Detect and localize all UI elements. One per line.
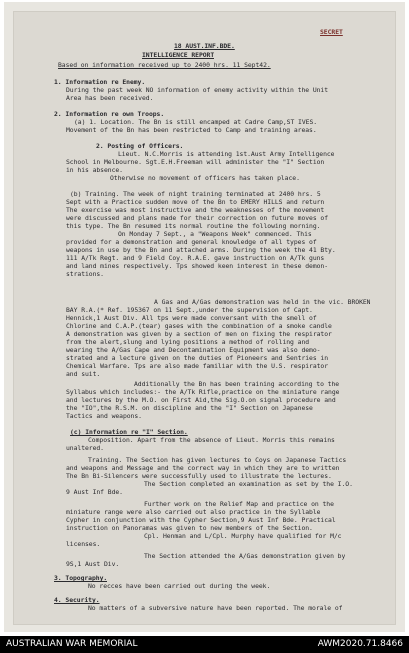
body-line: No recces have been carried out during the week. <box>88 582 271 590</box>
body-line: During the past week NO information of enemy activity within the Unit <box>66 86 329 94</box>
body-line: and land mines respectively. Tps showed keen interest in these demon- <box>66 262 329 270</box>
body-line: this type. The Bn resumed its normal routine the following morning. <box>66 222 321 230</box>
body-line: Movement of the Bn has been restricted to Camp and training areas. <box>66 126 317 134</box>
body-line: from the alert,slung and lying positions a method of rolling and <box>66 338 310 346</box>
section-heading: 1. Information re Enemy. <box>54 78 146 86</box>
body-line: licenses. <box>66 540 101 548</box>
body-line: and suit. <box>66 370 101 378</box>
body-line: Lieut. N.C.Morris is attending 1st.Aust Army Intelligence <box>118 150 335 158</box>
body-line: The Section attended the A/Gas demonstration given by <box>144 552 346 560</box>
body-line: Otherwise no movement of officers has taken place. <box>110 174 300 182</box>
body-line: The exercise was most instructive and the weaknesses of the movement <box>66 206 325 214</box>
body-line: Training. The Section has given lectures to Coys on Japanese Tactics <box>88 456 347 464</box>
body-line: BAY R.A.(* Ref. 195367 on 11 Sept.,under the supervision of Capt. <box>66 306 313 314</box>
body-line: 9S,1 Aust Div. <box>66 560 120 568</box>
body-line: Hennick,1 Aust Div. All tps were made conversant with the smell of <box>66 314 317 322</box>
unit-heading: 18 AUST.INF.BDE. <box>174 42 235 50</box>
body-line: Syllabus which includes:- the A/Tk Rifle,practice on the miniature range <box>66 388 340 396</box>
body-line: Sept with a Practice sudden move of the Bn to EMERY HILLS and return <box>66 198 325 206</box>
body-line: unaltered. <box>66 444 104 452</box>
body-line: The Bn Bi-Silencers were successfully used to illustrate the lectures. <box>66 472 332 480</box>
accession-number: AWM2020.71.8466 <box>317 639 403 649</box>
body-line: Additionally the Bn has been training according to the <box>134 380 340 388</box>
body-line: instruction on Panoramas was given to new members of the Section. <box>66 524 313 532</box>
body-line: Composition. Apart from the absence of Lieut. Morris this remains <box>88 436 335 444</box>
body-line: weapons in use by the Bn and attached arms. During the week the 41 Bty. <box>66 246 336 254</box>
body-line: A Gas and A/Gas demonstration was held in the vic. BROKEN <box>154 298 371 306</box>
subsection-heading: 2. Posting of Officers. <box>96 142 184 150</box>
body-line: Tactics and weapons. <box>66 412 142 420</box>
body-line: in his absence. <box>66 166 123 174</box>
body-line: Chlorine and C.A.P.(tear) gases with the combination of a smoke candle <box>66 322 332 330</box>
classification-stamp: SECRET <box>320 28 343 36</box>
body-line: The Section completed an examination as set by the I.O. <box>144 480 353 488</box>
section-heading: 4. Security. <box>54 596 100 604</box>
body-line: wearing the A/Gas Cape and Decontamination Equipment was also demo- <box>66 346 321 354</box>
body-line: School in Melbourne. Sgt.E.H.Freeman will administer the "I" Section <box>66 158 325 166</box>
body-line: and weapons and Message and the correct way in which they are to written <box>66 464 340 472</box>
body-line: 9 Aust Inf Bde. <box>66 488 123 496</box>
body-line: the "IO",the R.S.M. on discipline and the "I" Section on Japanese <box>66 404 313 412</box>
body-line: Area has been received. <box>66 94 154 102</box>
body-line: On Monday 7 Sept., a "Weapons Week" commenced. This <box>118 230 312 238</box>
section-heading: 3. Topography. <box>54 574 108 582</box>
archive-caption-bar <box>0 636 409 653</box>
body-line: (a) 1. Location. The Bn is still encamped at Cadre Camp,ST IVES. <box>74 118 318 126</box>
body-line: and lectures by the M.O. on First Aid,the Sig.O.on signal procedure and <box>66 396 336 404</box>
institution-name: AUSTRALIAN WAR MEMORIAL <box>6 639 138 649</box>
section-heading: 2. Information re own Troops. <box>54 110 165 118</box>
body-line: No matters of a subversive nature have been reported. The morale of <box>88 604 343 612</box>
body-line: miniature range were also carried out also practice in the Syllable <box>66 508 321 516</box>
body-line: were discussed and plans made for their correction on future moves of <box>66 214 329 222</box>
subsection-heading: (c) Information re "I" Section. <box>70 428 188 436</box>
body-line: Cpl. Henman and L/Cpl. Murphy have qualified for M/c <box>144 532 342 540</box>
document-page <box>14 12 395 624</box>
report-title: INTELLIGENCE REPORT <box>142 51 215 59</box>
body-line: 111 A/Tk Regt. and 9 Field Coy. R.A.E. gave instruction on A/Tk guns <box>66 254 325 262</box>
body-line: Chemical Warfare. Tps are also made familiar with the U.S. respirator <box>66 362 329 370</box>
body-line: Cypher in conjunction with the Cypher Section,9 Aust Inf Bde. Practical <box>66 516 336 524</box>
body-line: strated and a lecture given on the duties of Pioneers and Sentries in <box>66 354 329 362</box>
body-line: (b) Training. The week of night training terminated at 2400 hrs. 5 <box>70 190 321 198</box>
body-line: strations. <box>66 270 104 278</box>
body-line: provided for a demonstration and general knowledge of all types of <box>66 238 317 246</box>
body-line: A demonstration was given by a section of men on fixing the respirator <box>66 330 332 338</box>
report-basis: Based on information received up to 2400 hrs. 11 Sept42. <box>58 61 271 69</box>
body-line: Further work on the Relief Map and practice on the <box>144 500 334 508</box>
